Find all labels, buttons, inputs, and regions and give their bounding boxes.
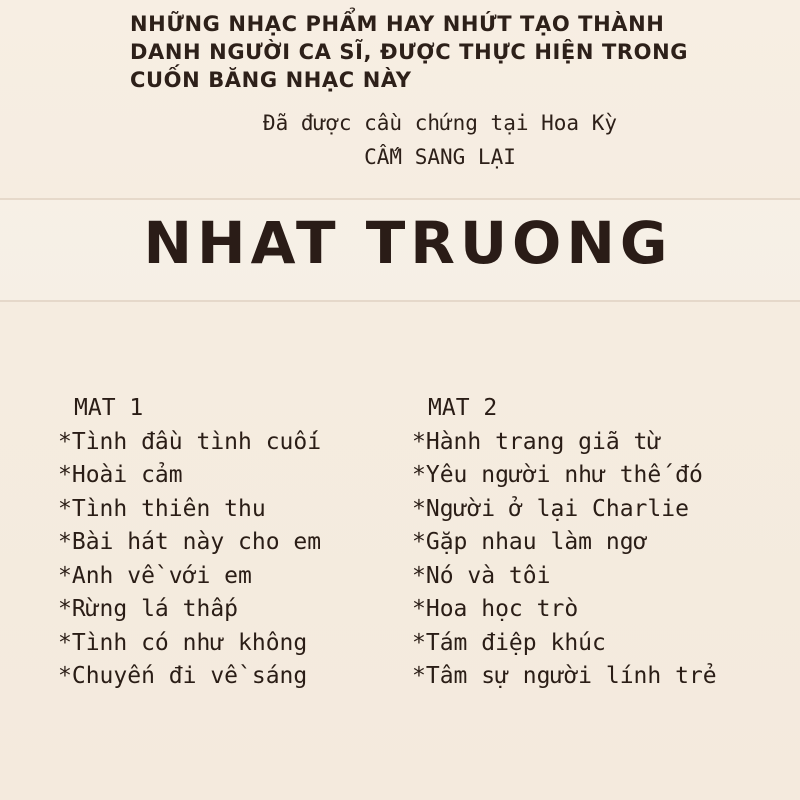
header-line: NHỮNG NHẠC PHẨM HAY NHỨT TẠO THÀNH <box>130 12 665 36</box>
track-item: *Chuyến đi về sáng <box>58 663 308 689</box>
track-item: *Tám điệp khúc <box>412 629 606 656</box>
track-item: *Anh về với em <box>58 562 252 589</box>
track-item: *Hành trang giã từ <box>412 428 662 455</box>
side-1-tracklist <box>58 392 398 694</box>
track-item: *Tình đầu tình cuối <box>58 428 322 455</box>
header-line: CUỐN BĂNG NHẠC NÀY <box>130 68 412 92</box>
header-line: DANH NGƯỜI CA SĨ, ĐƯỢC THỰC HIỆN TRONG <box>130 40 689 64</box>
side-1-tracks <box>58 426 398 694</box>
track-item: *Yêu người như thế đó <box>412 462 703 488</box>
track-item: *Nó và tôi <box>412 562 551 589</box>
side-2-tracklist <box>412 392 797 694</box>
fold-line-lower <box>0 300 800 302</box>
artist-name: NHAT TRUONG <box>143 209 673 277</box>
track-item: *Tình thiên thu <box>58 495 266 522</box>
track-item: *Gặp nhau làm ngơ <box>412 529 648 555</box>
copyright-line-1: Đã được cầu chứng tại Hoa Kỳ <box>262 111 617 135</box>
copyright-line-2: CẤM SANG LẠI <box>364 145 516 169</box>
header-blurb <box>130 10 770 94</box>
track-item: *Tình có như không <box>58 629 308 656</box>
copyright-notice <box>0 106 800 174</box>
track-item: *Người ở lại Charlie <box>412 495 689 522</box>
track-item: *Hoa học trò <box>412 596 579 622</box>
side-2-tracks <box>412 426 797 694</box>
track-item: *Tâm sự người lính trẻ <box>412 663 717 689</box>
side-2-title: MAT 2 <box>428 395 498 421</box>
track-item: *Bài hát này cho em <box>58 529 322 555</box>
track-item: *Hoài cảm <box>58 462 183 488</box>
track-item: *Rừng lá thấp <box>58 596 239 622</box>
side-1-title: MAT 1 <box>74 395 144 421</box>
